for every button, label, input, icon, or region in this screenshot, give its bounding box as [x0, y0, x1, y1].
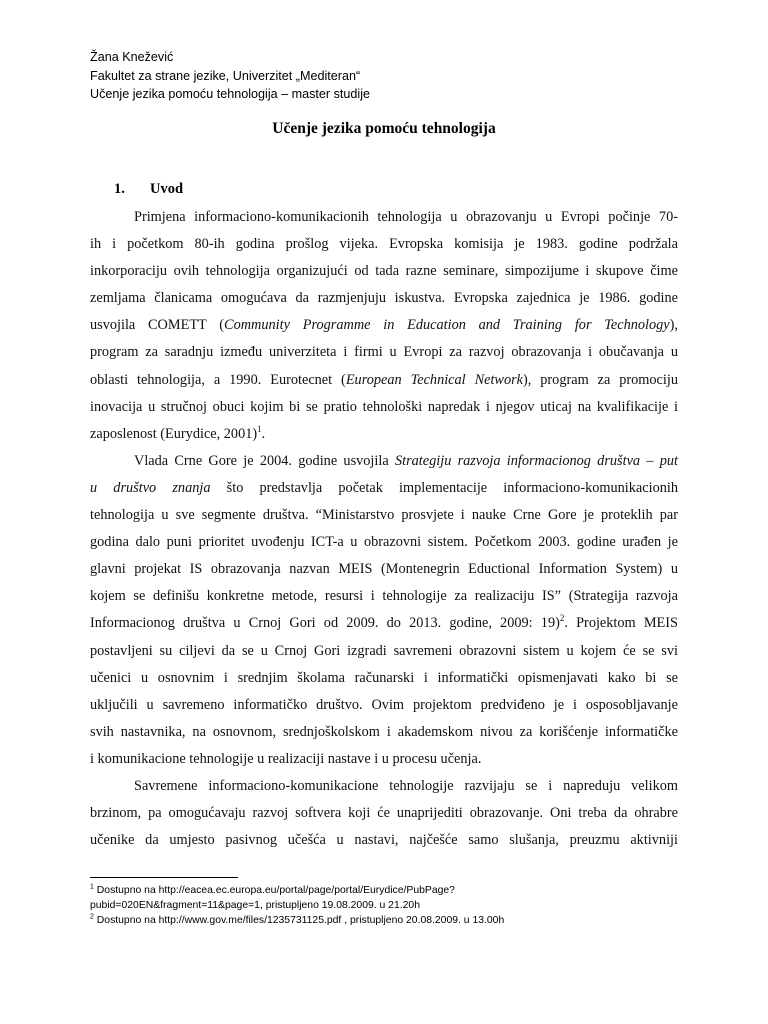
italic-strategy-title: u društvo znanja [90, 479, 211, 496]
text-line: glavni projekat IS obrazovanja nazvan MEIS (Montenegrin Eductional Information System) u [90, 561, 678, 578]
italic-program-name: European Technical Network [345, 371, 524, 388]
body-text [90, 204, 678, 854]
text-line: brzinom, pa omogućavaju razvoj softvera koji će unaprijediti obrazovanje. Oni treba da ohrabre [90, 805, 678, 822]
footnote-number: 2 [90, 913, 94, 921]
text-line: i komunikacione tehnologije u realizaciji nastave i u procesu učenja. [90, 750, 482, 767]
text-run: . Projektom MEIS [564, 615, 678, 632]
italic-program-name: Community Programme in Education and Training for Technology [224, 317, 670, 334]
text-line [90, 421, 678, 448]
text-run: oblasti tehnologija, a 1990. Eurotecnet ( [90, 371, 346, 388]
text-line: učenici u osnovnim i srednjim školama računarski i informatički opismenjavati kako bi se [90, 669, 678, 686]
text-run: . [261, 425, 266, 442]
footnote-separator [90, 877, 238, 878]
text-line: kojem se definišu konkretne metode, resursi i tehnologije za realizaciju IS” (Strategija razvoja [90, 588, 678, 605]
italic-strategy-title: Strategiju razvoja informacionog društva – put [394, 452, 678, 469]
text-line: učenike da umjesto pasivnog učešća u nastavi, najčešće samo slušanja, preuzmu aktivniji [90, 832, 678, 849]
text-line: Primjena informaciono-komunikacionih tehnologija u obrazovanju u Evropi počinje 70- [134, 209, 678, 225]
footnote-1 [90, 883, 690, 898]
text-line: program za saradnju između univerziteta i firmi u Evropi za razvoj obrazovanja i obučavanja u [90, 344, 678, 361]
text-run: ), [669, 317, 678, 334]
text-line [90, 367, 678, 394]
course-name: Učenje jezika pomoću tehnologija – master studije [90, 87, 371, 101]
text-line: godina dalo puni prioritet uvođenju ICT-a u obrazovni sistem. Početkom 2003. godine urađen je [90, 534, 678, 551]
text-line [90, 312, 678, 339]
document-title: Učenje jezika pomoću tehnologija [272, 120, 496, 137]
paragraph-2 [90, 448, 678, 773]
text-run: Informacionog društva u Crnoj Gori od 2009. do 2013. godine, 2009: 19) [90, 615, 560, 632]
paragraph-3 [90, 773, 678, 854]
text-line: postavljeni su ciljevi da se u Crnoj Gori izgradi savremeni obrazovni sistem u kojem će se svi [90, 642, 678, 659]
text-line: tehnologija u sve segmente društva. “Ministarstvo prosvjete i nauke Crne Gore je proteklih par [90, 507, 678, 524]
text-run: što predstavlja početak implementacije informaciono-komunikacionih [210, 479, 678, 496]
footnote-1-continued: pubid=020EN&fragment=11&page=1, pristupljeno 19.08.2009. u 21.20h [90, 900, 420, 912]
text-run: zaposlenost (Eurydice, 2001) [90, 425, 258, 442]
text-line: ih i početkom 80-ih godina prošlog vijeka. Evropska komisija je 1983. godine podržala [90, 236, 678, 253]
footnote-ref-2[interactable]: 2 [559, 613, 565, 624]
footnote-2 [90, 913, 690, 928]
document-header [90, 48, 370, 104]
footnotes [90, 883, 690, 929]
text-run: usvojila COMETT ( [90, 317, 225, 334]
text-line: zemljama članicama omogućava da razmjenjuju iskustva. Evropska zajednica je 1986. godine [90, 290, 678, 307]
text-run: Vlada Crne Gore je 2004. godine usvojila [134, 452, 395, 469]
text-line: Savremene informaciono-komunikacione tehnologije razvijaju se i napreduju velikom [134, 777, 678, 794]
footnote-text: Dostupno na http://eacea.ec.europa.eu/portal/page/portal/Eurydice/PubPage? [93, 885, 455, 896]
text-line: inovacija u stručnoj obuci kojim bi se pratio tehnološki napredak i njegov uticaj na kvalifikacije i [90, 398, 678, 415]
footnote-number: 1 [90, 883, 94, 891]
affiliation: Fakultet za strane jezike, Univerzitet „Mediteran“ [90, 68, 361, 83]
text-line [90, 448, 678, 475]
text-line: svih nastavnika, na osnovnom, srednjoškolskom i akademskom nivou za korišćenje informatičke [90, 723, 678, 740]
text-line [90, 475, 678, 502]
paragraph-1 [90, 204, 678, 448]
text-line: inkorporaciju ovih tehnologija organizujući od tada razne seminare, simpozijume i skupove čime [90, 263, 678, 280]
text-run: ), program za promociju [523, 371, 678, 388]
text-line [90, 610, 678, 637]
text-line: uključili u savremeno informatičko društvo. Ovim projektom predviđeno je i osposobljavanje [90, 696, 678, 713]
author-name: Žana Knežević [90, 50, 174, 64]
section-heading [114, 181, 183, 198]
section-title: Uvod [150, 181, 184, 197]
section-number: 1. [114, 181, 125, 197]
footnote-text: Dostupno na http://www.gov.me/files/1235731125.pdf , pristupljeno 20.08.2009. u 13.00h [93, 915, 505, 927]
footnote-ref-1[interactable]: 1 [257, 423, 262, 434]
